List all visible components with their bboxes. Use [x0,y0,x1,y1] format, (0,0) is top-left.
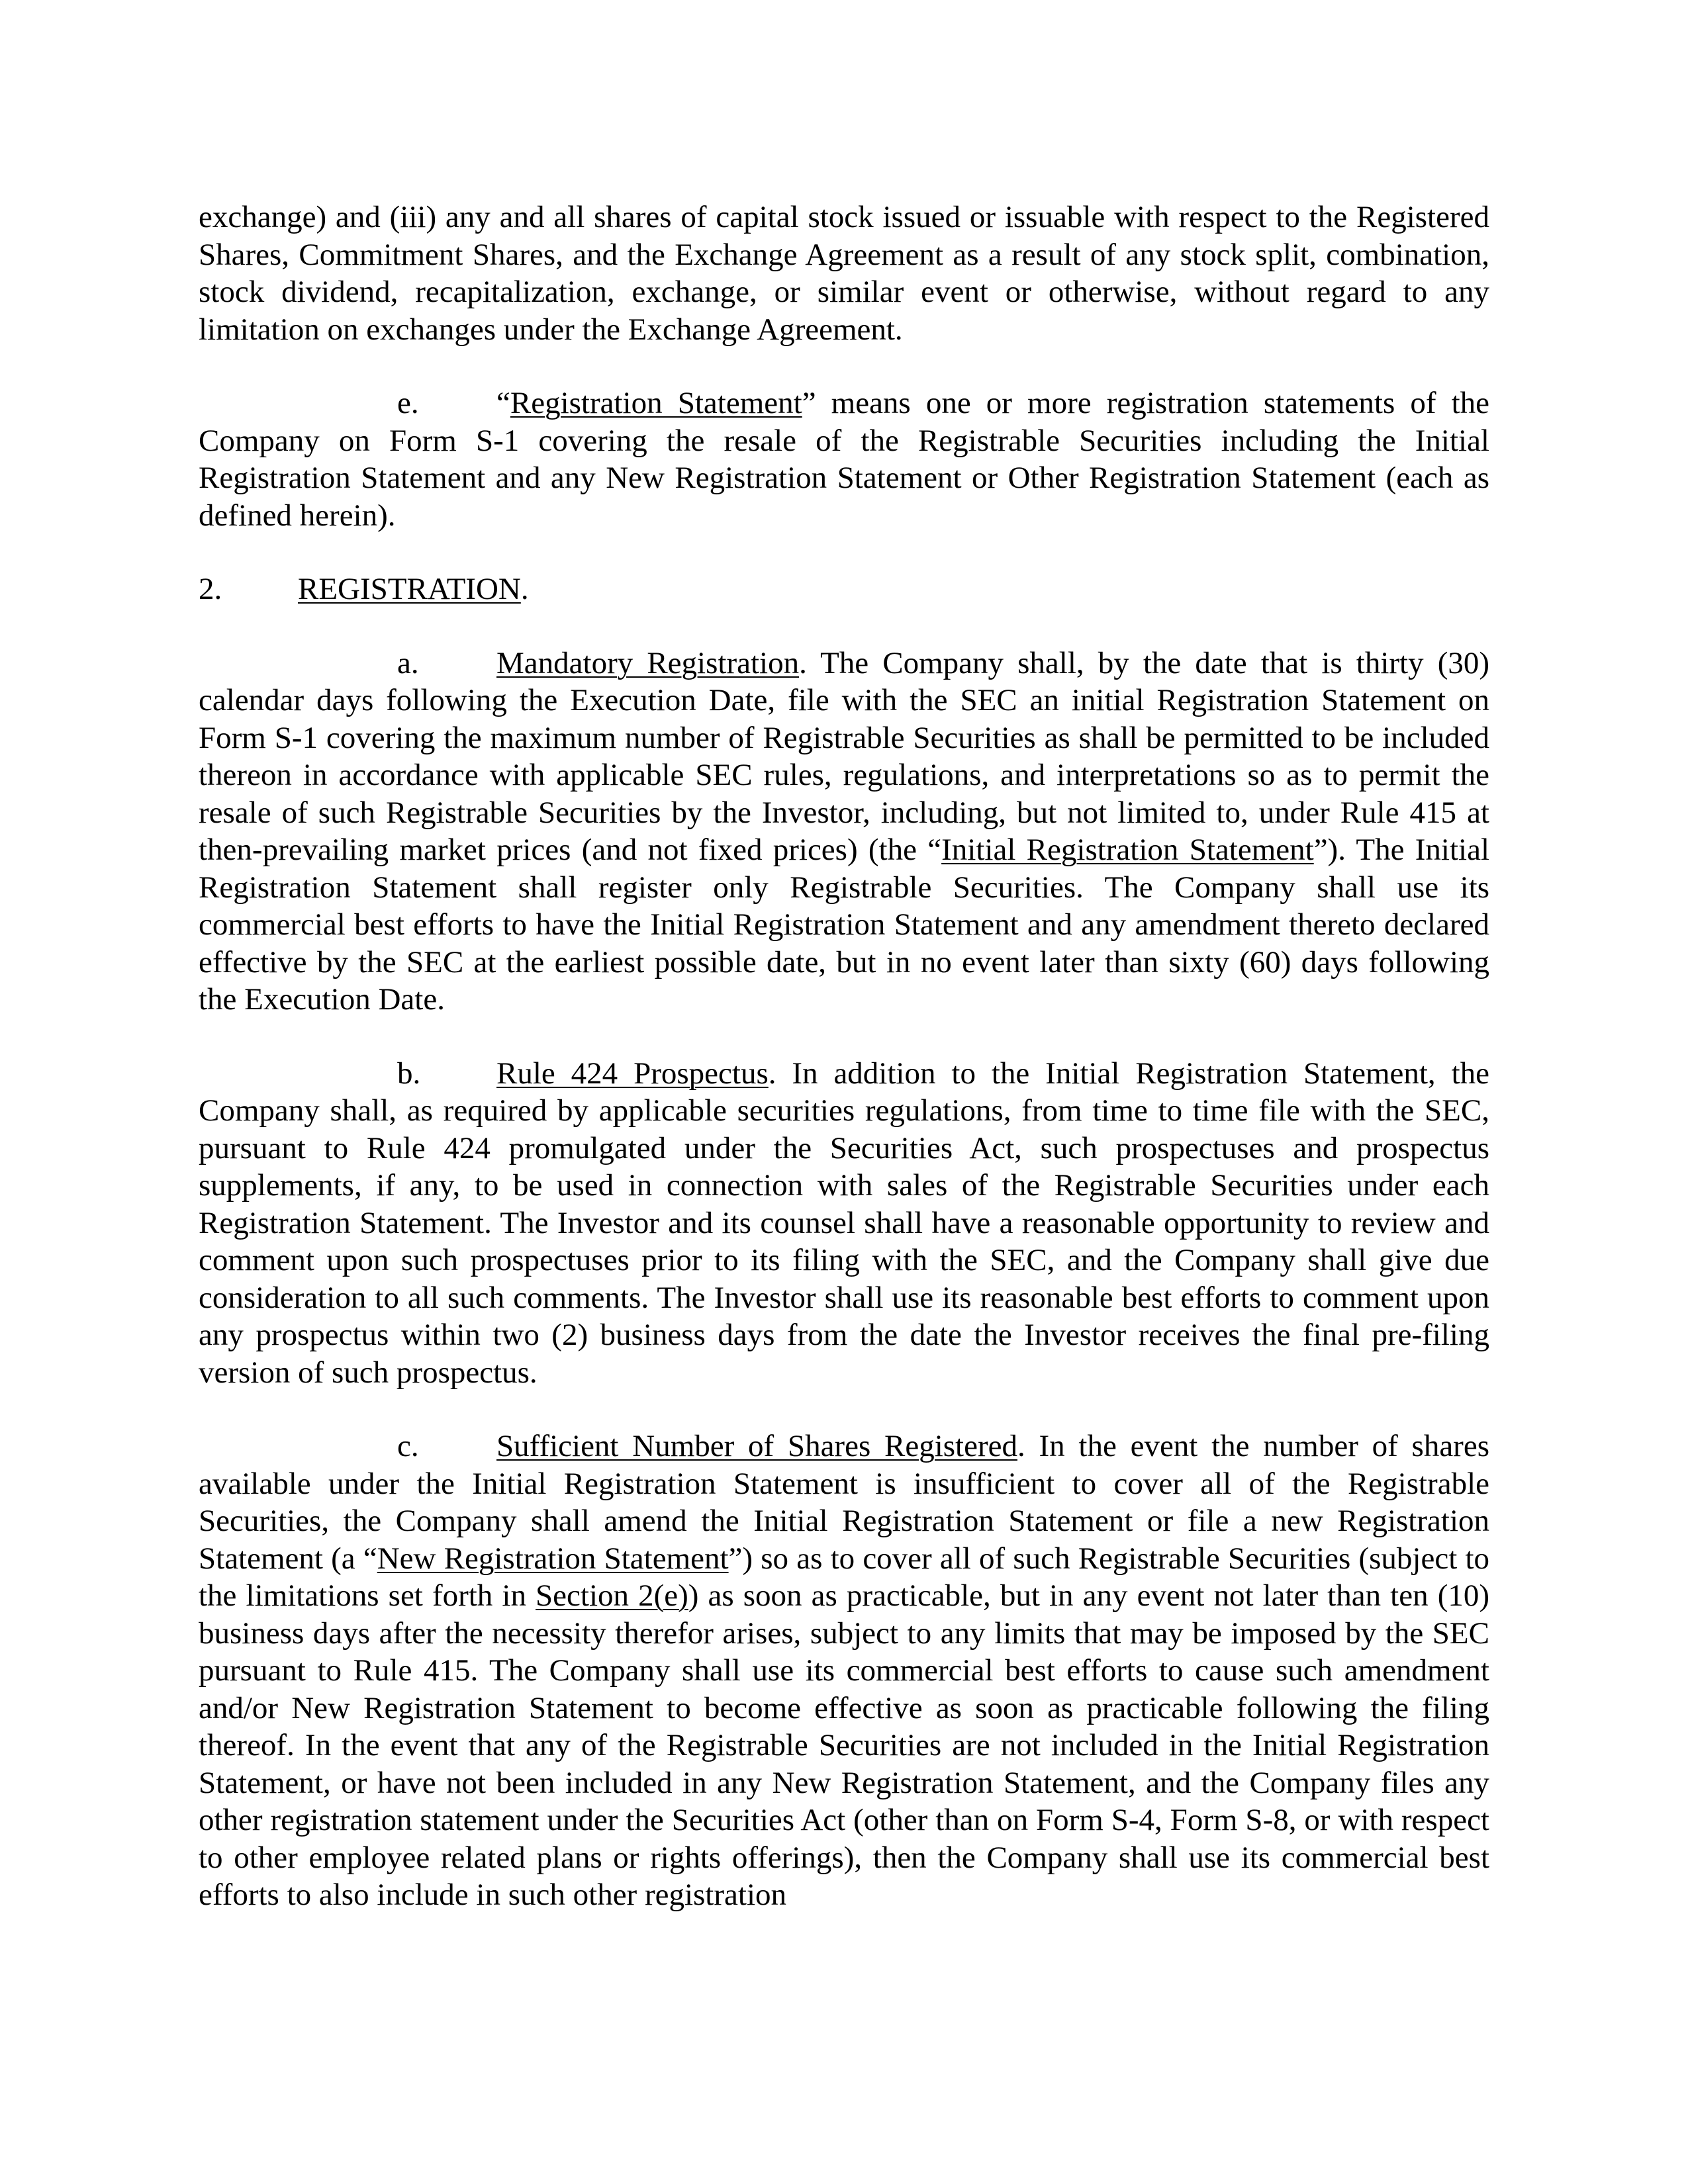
section-2-number: 2. [199,572,222,606]
paragraph-b-text: . In addition to the Initial Registration Statement, the Company shall, as required by applicable securities regulations, from time to time file with the SEC, pursuant to Rule 424 promulgated under the Securities Act, such prospectuses and prospectus supplements, if any, to be used in connection with sales of the Registrable Securities under each Registration Statement. The Investor and its counsel shall have a reasonable opportunity to review and comment upon such prospectuses prior to its filing with the SEC, and the Company shall give due consideration to all such comments. The Investor shall use its reasonable best efforts to comment upon any prospectus within two (2) business days from the date the Investor receives the final pre-filing version of such prospectus. [199,1056,1489,1390]
section-2-title: REGISTRATION [298,572,521,606]
section-2-heading [199,570,1489,608]
defined-term-registration-statement: Registration Statement [510,386,802,420]
paragraph-a-marker: a. [397,645,419,680]
paragraph-c [199,1428,1489,1914]
paragraph-a-text-2: ”). The Initial Registration Statement shall register only Registrable Securities. The Company shall use its commercial best efforts to have the Initial Registration Statement and any amendment thereto declared effective by the SEC at the earliest possible date, but in no event later than sixty (60) days following the Execution Date. [199,833,1490,1017]
open-quote: “ [496,386,510,420]
defined-term-initial-registration-statement: Initial Registration Statement [941,833,1314,867]
paragraph-b [199,1055,1489,1392]
section-reference-2e: Section 2(e) [536,1578,688,1613]
document-body [199,199,1489,1950]
paragraph-b-marker: b. [397,1056,421,1091]
heading-rule-424-prospectus: Rule 424 Prospectus [496,1056,769,1091]
paragraph-d-continued: exchange) and (iii) any and all shares of capital stock issued or issuable with respect to the Registered Shares, Commitment Shares, and the Exchange Agreement as a result of any stock split, combination, stock dividend, recapitalization, exchange, or similar event or otherwise, without regard to any limitation on exchanges under the Exchange Agreement. [199,200,1489,347]
defined-term-new-registration-statement: New Registration Statement [377,1541,729,1576]
heading-mandatory-registration: Mandatory Registration [496,645,800,680]
section-2-title-suffix: . [520,572,529,606]
paragraph-c-marker: c. [397,1429,419,1463]
paragraph-e [199,385,1489,534]
paragraph-a-text-1: . The Company shall, by the date that is thirty (30) calendar days following the Execution Date, file with the SEC an initial Registration Statement on Form S-1 covering the maximum number of Registrable Securities as shall be permitted to be included thereon in accordance with applicable SEC rules, regulations, and interpretations so as to permit the resale of such Registrable Securities by the Investor, including, but not limited to, under Rule 415 at then-prevailing market prices (and not fixed prices) (the “ [199,645,1489,867]
paragraph-c-text-1: . In the event the number of shares available under the Initial Registration Statement is insufficient to cover all of the Registrable Securities, the Company shall amend the Initial Registration Statement or file a new Registration Statement (a “ [199,1429,1489,1576]
paragraph-e-marker: e. [397,386,419,420]
heading-sufficient-number-of-shares: Sufficient Number of Shares Registered [496,1429,1017,1463]
paragraph-c-text-2: ”) so as to cover all of such Registrable Securities (subject to the limitations set forth in [199,1541,1490,1613]
paragraph-e-text: ” means one or more registration statements of the Company on Form S-1 covering the resale of the Registrable Securities including the Initial Registration Statement and any New Registration Statement or Other Registration Statement (each as defined herein). [199,386,1490,533]
paragraph-a [199,645,1489,1019]
paragraph-c-text-3: ) as soon as practicable, but in any event not later than ten (10) business days after the necessity therefor arises, subject to any limits that may be imposed by the SEC pursuant to Rule 415. The Company shall use its commercial best efforts to cause such amendment and/or New Registration Statement to become effective as soon as practicable following the filing thereof. In the event that any of the Registrable Securities are not included in the Initial Registration Statement, or have not been included in any New Registration Statement, and the Company files any other registration statement under the Securities Act (other than on Form S-4, Form S-8, or with respect to other employee related plans or rights offerings), then the Company shall use its commercial best efforts to also include in such other registration [199,1578,1489,1912]
